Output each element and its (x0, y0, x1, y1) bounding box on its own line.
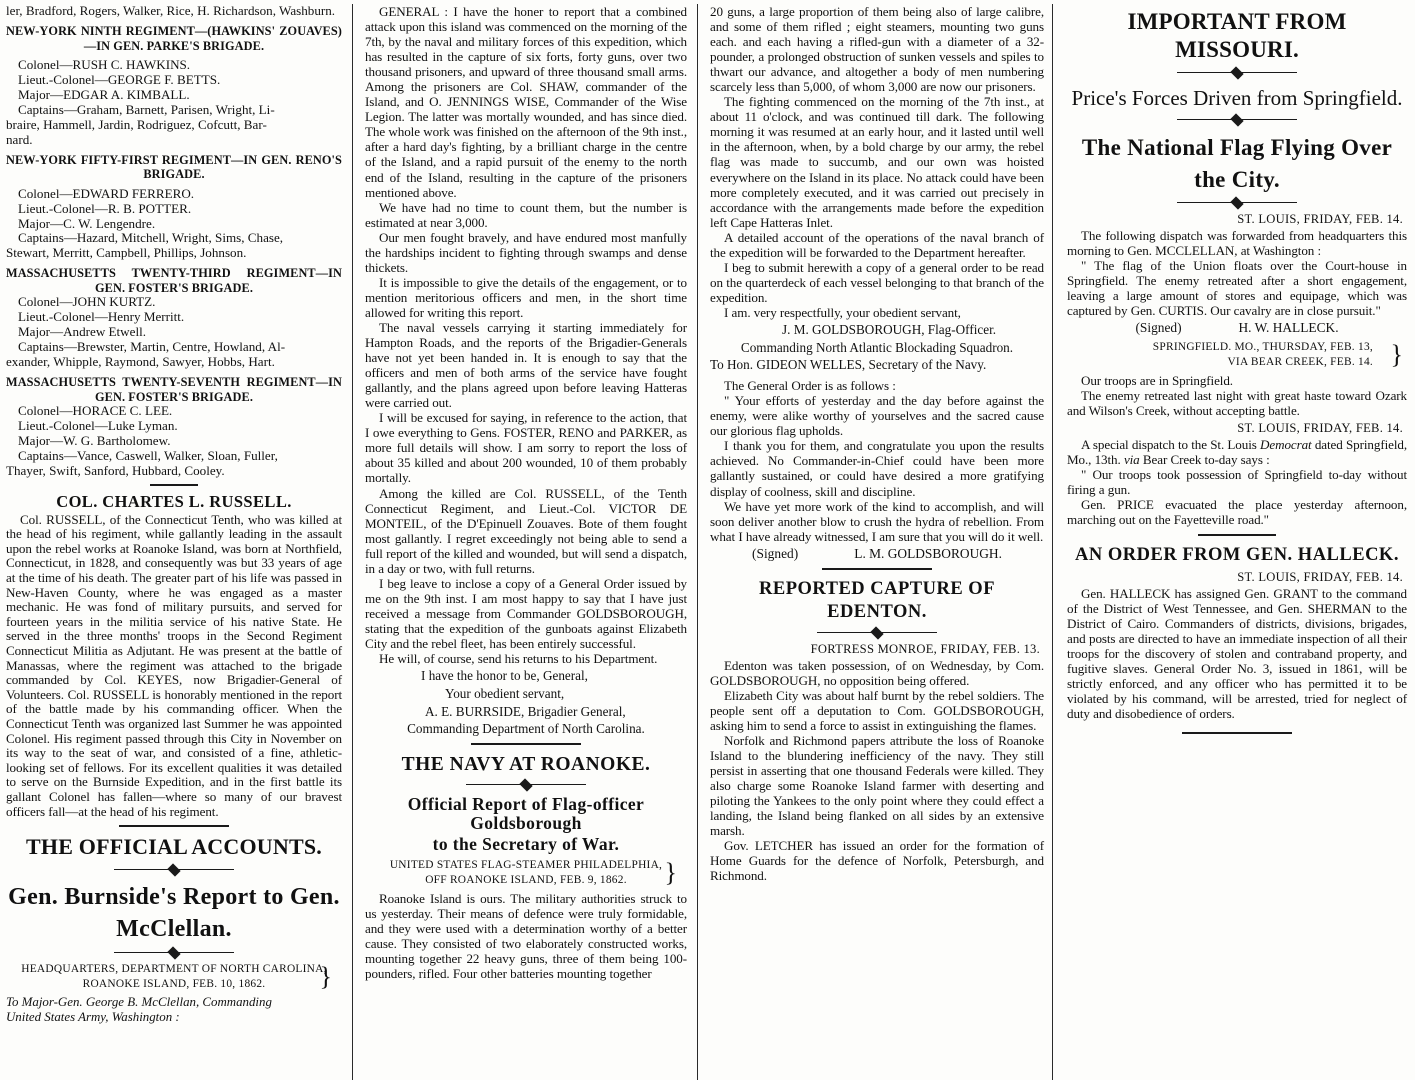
signed-label: (Signed) (752, 545, 799, 561)
officer-line: Lieut.-Colonel—Luke Lyman. (18, 418, 178, 434)
officer-line: Lieut.-Colonel—R. B. POTTER. (18, 200, 192, 216)
officer-line: Colonel—RUSH C. HAWKINS. (18, 57, 191, 73)
democrat-title: Democrat (1260, 436, 1312, 452)
diamond-divider-ornament (114, 949, 234, 957)
signed-label: (Signed) (1135, 320, 1182, 336)
diamond-divider-ornament (817, 629, 937, 637)
officer-line: Captains—Graham, Barnett, Parisen, Wright, Li- (18, 101, 275, 117)
edenton-paragraph: Gov. LETCHER has issued an order for the formation of Home Guards for the defence of Norfolk, Petersburgh, and Richmond. (710, 838, 1044, 884)
diamond-divider-ornament (1177, 69, 1297, 77)
unit-heading-line2: GEN. FOSTER'S BRIGADE. (95, 389, 253, 404)
signature-command: Commanding Department of North Carolina. (407, 721, 645, 737)
dateline-line-1: SPRINGFIELD. MO., THURSDAY, FEB. 13, (1152, 341, 1373, 354)
missouri-dateline-1: ST. LOUIS, FRIDAY, FEB. 14. (1237, 212, 1403, 226)
officer-line: Colonel—EDWARD FERRERO. (18, 185, 195, 201)
signed-name-halleck: H. W. HALLECK. (1238, 320, 1339, 336)
dispatch-post: Bear Creek to-day says : (1139, 451, 1270, 467)
general-order-paragraph: I thank you for them, and congratulate you upon the results achieved. No Commander-in-Chief could have been more gallantly sustained, or could have desired a more gratifying display of coolness, skill and discipline. (710, 438, 1044, 499)
signature-command: Commanding North Atlantic Blockading Squadron. (740, 339, 1014, 355)
missouri-dateline-3: ST. LOUIS, FRIDAY, FEB. 14. (1237, 420, 1403, 435)
missouri-sub-heading-2-line2: the City. (1194, 167, 1280, 192)
column-1 (0, 4, 352, 1080)
goldsborough-paragraph: 20 guns, a large proportion of them being also of large calibre, and some of them rifled ; eight steamers, mounting two guns each. and each having a rifled-gun with a diameter of a 32-pounder, a prolonged obstruction of sunken vessels and spiles to thwart our advance, and altogether a body of men numbering scarcely less than 5,000, of whom 3,000 are now our prisoners. (710, 4, 1044, 95)
officer-line: exander, Whipple, Raymond, Sawyer, Hobbs, Hart. (6, 354, 275, 370)
edenton-paragraph: Elizabeth City was about half burnt by the rebel soldiers. The people sent off a deputation to Com. GOLDSBOROUGH, asking him to send a force to assist in extinguishing the flames. (710, 687, 1044, 733)
signature-row (1067, 320, 1407, 336)
missouri-quote: Gen. PRICE evacuated the place yesterday afternoon, marching out on the Fayetteville road." (1067, 497, 1407, 528)
officer-line: Colonel—HORACE C. LEE. (18, 403, 173, 419)
officer-line: Thayer, Swift, Sanford, Hubbard, Cooley. (6, 462, 225, 478)
edenton-dateline: FORTRESS MONROE, FRIDAY, FEB. 13. (810, 641, 1040, 656)
hq-line-2: ROANOKE ISLAND, FEB. 10, 1862. (82, 978, 266, 991)
goldsborough-paragraph: A detailed account of the operations of the naval branch of the expedition will be forwarded to the Department hereafter. (710, 229, 1044, 260)
missouri-paragraph: The following dispatch was forwarded from headquarters this morning to Gen. MCCLELLAN, at Washington : (1067, 228, 1407, 259)
unit-heading-line1: NEW-YORK NINTH REGIMENT—(HAWKINS' ZOUAVES) (6, 23, 342, 38)
officer-line: Lieut.-Colonel—Henry Merritt. (18, 309, 185, 325)
officer-line: Colonel—JOHN KURTZ. (18, 294, 156, 310)
officer-line: Captains—Brewster, Martin, Centre, Howland, Al- (18, 339, 286, 355)
officer-line: Captains—Vance, Caswell, Walker, Sloan, Fuller, (18, 447, 278, 463)
officer-line: Lieut.-Colonel—GEORGE F. BETTS. (18, 72, 221, 87)
burnside-paragraph: I will be excused for saying, in reference to the action, that I owe everything to Gens. FOSTER, RENO and PARKER, as more full details will show. I am sorry to report the loss of about 35 killed and about 200 wounded, 10 of them probably mortally. (365, 410, 687, 486)
officer-line: Major—Andrew Etwell. (18, 324, 146, 340)
signature-goldsborough: J. M. GOLDSBOROUGH, Flag-Officer. (782, 321, 997, 337)
unit-heading-line1: MASSACHUSETTS TWENTY-THIRD REGIMENT—IN (6, 266, 342, 281)
missouri-quote: " Our troops took possession of Springfield to-day without firing a gun. (1067, 466, 1407, 497)
burnside-paragraph: I beg leave to inclose a copy of a General Order issued by me on the 9th inst. I am most happy to say that I have just received a message from Commander GOLDSBOROUGH, stating that the expedition of the gunboats against Elizabeth City and the rebel fleet, has been entirely successful. (365, 575, 687, 651)
burnside-paragraph: He will, of course, send his returns to his Department. (379, 651, 658, 667)
officer-line: Major—C. W. Lengendre. (18, 215, 156, 231)
unit-heading-line1: NEW-YORK FIFTY-FIRST REGIMENT—IN GEN. RENO'S (6, 152, 342, 167)
signature-row (710, 546, 1044, 562)
section-divider-rule (150, 484, 198, 486)
dateline-line-1: UNITED STATES FLAG-STEAMER PHILADELPHIA, (389, 859, 663, 872)
burnside-paragraph: Our men fought bravely, and have endured most manfully the hardships incident to fighting through swamps and dense thickets. (365, 229, 687, 275)
column-4 (1052, 4, 1415, 1080)
edenton-paragraph: Norfolk and Richmond papers attribute the loss of Roanoke Island to the blundering inefficiency of the navy. They still persist in asserting that one thousand Federals were killed. They also charge some Roanoke Island farmer with deserting and piloting the Yankees to the only point where they could effect a landing, the Island being flanked on all sides by an extensive marsh. (710, 732, 1044, 839)
dispatch-pre: A special dispatch to the St. Louis (1081, 436, 1261, 452)
officer-line: Major—EDGAR A. KIMBALL. (18, 86, 190, 102)
hq-line-1: HEADQUARTERS, DEPARTMENT OF NORTH CAROLINA, (21, 963, 327, 976)
burnside-paragraph: We have had no time to count them, but the number is estimated at near 3,000. (365, 199, 687, 230)
closing-line-2: Your obedient servant, (445, 685, 565, 701)
missouri-paragraph: The enemy retreated last night with great haste toward Ozark and Wilson's Creek, without accepting battle. (1067, 387, 1407, 418)
general-order-intro: The General Order is as follows : (724, 378, 896, 394)
via-label: via (1123, 451, 1140, 467)
official-accounts-heading: THE OFFICIAL ACCOUNTS. (26, 834, 322, 860)
missouri-special-dispatch (1067, 437, 1407, 467)
burnside-report-heading-line2: McClellan. (116, 916, 232, 943)
general-order-paragraph: We have yet more work of the kind to accomplish, and will soon deliver another blow to crush the hydra of rebellion. From what I have already witnessed, I am sure that you will do it well. (710, 498, 1044, 544)
officer-line: Stewart, Merritt, Campbell, Phillips, Johnson. (6, 245, 247, 261)
navy-at-roanoke-heading: THE NAVY AT ROANOKE. (401, 754, 651, 776)
officer-line: Captains—Hazard, Mitchell, Wright, Sims, Chase, (18, 230, 284, 246)
brace-ornament: } (319, 962, 332, 992)
dateline-line-2: VIA BEAR CREEK, FEB. 14. (1227, 356, 1373, 369)
officer-line: braire, Hammell, Jardin, Rodriguez, Cofcutt, Bar- (6, 116, 267, 132)
missouri-sub-heading-2-line1: The National Flag Flying Over (1081, 135, 1393, 160)
end-of-article-rule (1182, 732, 1292, 734)
unit-heading-line2: —IN GEN. PARKE'S BRIGADE. (83, 38, 265, 53)
signed-name: L. M. GOLDSBOROUGH. (854, 545, 1002, 561)
diamond-divider-ornament (1177, 116, 1297, 124)
halleck-order-heading: AN ORDER FROM GEN. HALLECK. (1075, 545, 1399, 566)
unit-heading-line1: MASSACHUSETTS TWENTY-SEVENTH REGIMENT—IN (6, 374, 342, 389)
missouri-main-heading: IMPORTANT FROM MISSOURI. (1127, 9, 1347, 62)
goldsborough-paragraph: Roanoke Island is ours. The military authorities struck to us yesterday. Their means of defence were truly formidable, and they were used with a determination worthy of a better cause. They consisted of two elaborately constructed works, mounting together 22 heavy guns, three of them being 100-pounders, rifled. Four other batteries mounting together (365, 890, 687, 981)
brace-ornament: } (1390, 340, 1403, 370)
burnside-paragraph: The naval vessels carrying it starting immediately for Hampton Roads, and the reports of the Brigadier-Generals have not yet been handed in. It is enough to say that the officers and men of both arms of the service have fought gallantly, and the plans agreed upon before leaving Hatteras were carried out. (365, 319, 687, 411)
flagsteamer-dateline (365, 858, 687, 888)
edenton-capture-heading: REPORTED CAPTURE OF EDENTON. (759, 578, 995, 622)
halleck-dateline: ST. LOUIS, FRIDAY, FEB. 14. (1237, 570, 1403, 585)
burnside-paragraph: GENERAL : I have the honer to report that a combined attack upon this island was commenced on the morning of the 7th, by the naval and military forces of this expedition, which has resulted in the capture of six forts, forty guns, over two thousand prisoners, and upward of three thousand small arms. Among the prisoners are Col. SHAW, commander of the Island, and O. JENNINGS WISE, Commander of the Wise Legion. The latter was mortally wounded, and has since died. The whole work was finished on the afternoon of the 9th inst., after a hard day's fighting, by a brilliant charge in the centre of the Island, and a rapid pursuit of the enemy to the north end of the Island, resulting in the capture of the prisoners mentioned above. (365, 4, 687, 200)
goldsborough-paragraph: The fighting commenced on the morning of the 7th inst., at about 11 o'clock, and was continued till dark. The following morning it was resumed at an early hour, and it lasted until well in the afternoon, when, by a bold charge by our army, the rebel flag was made to succumb, and our own was hoisted everywhere on the Island in its place. No attack could have been more completely executed, and it was carried out precisely in accordance with the arrangements made before the expedition left Cape Hatteras Inlet. (710, 94, 1044, 230)
unit-heading-line2: GEN. FOSTER'S BRIGADE. (95, 280, 253, 295)
springfield-dateline (1067, 340, 1407, 370)
goldsborough-report-heading-line2: to the Secretary of War. (432, 834, 620, 855)
signature-addressee: To Hon. GIDEON WELLES, Secretary of the Navy. (710, 357, 987, 373)
continued-names: ler, Bradford, Rogers, Walker, Rice, H. Richardson, Washburn. (6, 4, 336, 18)
edenton-paragraph: Edenton was taken possession, of on Wednesday, by Com. GOLDSBOROUGH, no opposition being offered. (710, 657, 1044, 688)
addressee-line-1: To Major-Gen. George B. McClellan, Commanding (6, 994, 272, 1009)
general-order-paragraph: " Your efforts of yesterday and the day before against the enemy, were alike worthy of yourselves and the sacred cause our glorious flag upholds. (710, 393, 1044, 439)
unit-heading-line2: BRIGADE. (143, 167, 205, 182)
section-divider-rule (471, 743, 581, 745)
brace-ornament: } (664, 858, 677, 888)
burnside-report-heading-line1: Gen. Burnside's Report to Gen. (8, 884, 340, 911)
goldsborough-paragraph: I beg to submit herewith a copy of a general order to be read on the quarterdeck of each vessel belonging to that branch of the expedition. (710, 259, 1044, 305)
closing-line-1: I have the honor to be, General, (421, 668, 588, 684)
section-divider-rule (119, 825, 229, 827)
column-3 (697, 4, 1052, 1080)
headquarters-dateline (6, 962, 342, 992)
dateline-line-2: OFF ROANOKE ISLAND, FEB. 9, 1862. (425, 874, 627, 887)
halleck-order-text: Gen. HALLECK has assigned Gen. GRANT to the command of the District of West Tennessee, and Gen. SHERMAN to the District of Cairo. Commanders of districts, divisions, brigades, and posts are directed to have an immediate inspection of all their troops for the discovery of stolen and contraband property, and fugitive slaves. General Order No. 3, issued in 1861, will be strictly enforced, and any officer who has permitted it to be violated by his command, will be arrested, tried for neglect of duty and disobedience of orders. (1067, 586, 1407, 722)
column-2 (352, 4, 697, 1080)
missouri-quote: " The flag of the Union floats over the Court-house in Springfield. The enemy retreated after a short engagement, leaving a large amount of stores and equipage, which was captured by Gen. CURTIS. Our cavalry are in close pursuit." (1067, 258, 1407, 319)
russell-obituary-heading: COL. CHARTES L. RUSSELL. (56, 491, 292, 511)
burnside-paragraph: Among the killed are Col. RUSSELL, of the Tenth Connecticut Regiment, and Lieut.-Col. VICTOR DE MONTEIL, of the D'Epinuell Zouaves. Bote of them fought most gallantly. I regret exceedingly not being able to send a full report of the killed and wounded, but will send a dispatch, in a day or two, with full returns. (365, 485, 687, 576)
officer-line: Major—W. G. Bartholomew. (18, 432, 171, 448)
dispatch-mid: dated Springfield, Mo., 13th. (1067, 436, 1407, 467)
burnside-paragraph: It is impossible to give the details of the engagement, or to mention meritorious officers and men, in the short time allowed for writing this report. (365, 274, 687, 320)
addressee-line-2: United States Army, Washington : (6, 1009, 180, 1024)
diamond-divider-ornament (114, 866, 234, 874)
diamond-divider-ornament (1177, 199, 1297, 207)
diamond-divider-ornament (466, 781, 586, 789)
goldsborough-report-heading-line1: Official Report of Flag-officer Goldsborough (407, 794, 645, 834)
officer-line: nard. (6, 131, 33, 147)
goldsborough-paragraph: I am. very respectfully, your obedient servant, (724, 304, 961, 320)
signature-burnside: A. E. BURRSIDE, Brigadier General, (425, 703, 626, 719)
section-divider-rule (1198, 534, 1276, 536)
russell-obituary-text: Col. RUSSELL, of the Connecticut Tenth, who was killed at the head of his regiment, while gallantly leading in the assault upon the rebel works at Roanoke Island, was born at Northfield, Connecticut, in 1828, and consequently was but 33 years of age at the time of his death. The greater part of his life was passed in New-Haven County, where he was engaged as a master mechanic. He was fond of military pursuits, and served for fourteen years in the militia service of his native State. He served in the three months' troops in the Second Regiment Connecticut Militia as Adjutant. He was present at the battle of Manassas, where the regiment was attached to the brigade commanded by Col. KEYES, now Brigadier-General of Volunteers. Col. RUSSELL is honorably mentioned in the report of the battle made by his commanding officer. When the Connecticut Tenth was organized last Summer he was appointed Colonel. His regiment passed through this City in November on its way to the seat of war, and consisted of a fine, athletic-looking set of fellows. For its excellent qualities it was detailed to serve on the Burnside Expedition, and in the first battle its gallant Colonel has fallen—where so many of our bravest officers fall—at the head of his regiment. (6, 511, 342, 819)
section-divider-rule (822, 568, 932, 570)
missouri-paragraph: Our troops are in Springfield. (1081, 372, 1233, 388)
missouri-sub-heading-1: Price's Forces Driven from Springfield. (1071, 86, 1403, 110)
